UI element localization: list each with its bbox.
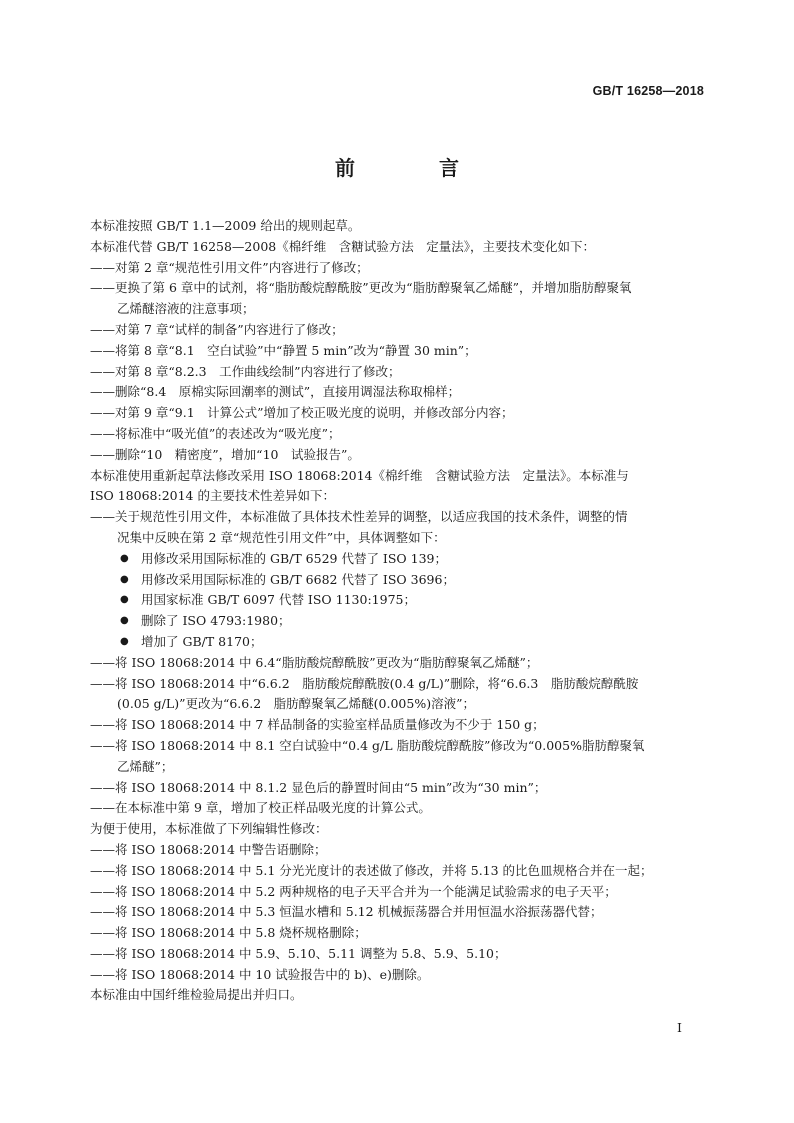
- bullet-icon: ●: [120, 594, 129, 606]
- editorial-item: ——将 ISO 18068:2014 中 5.9、5.10、5.11 调整为 5.8、5.9、5.10；: [90, 945, 507, 961]
- change-item: ——更换了第 6 章中的试剂，将“脂肪酸烷醇酰胺”更改为“脂肪醇聚氧乙烯醚”，并增加脂肪醇聚氧 乙烯醚溶液的注意事项；: [90, 280, 632, 317]
- bullet-icon: ●: [120, 635, 129, 647]
- closing-paragraph: 本标准由中国纤维检验局提出并归口。: [90, 987, 303, 1003]
- bullet-item: ● 删除了 ISO 4793:1980；: [90, 611, 705, 632]
- change-item: ——对第 9 章“9.1 计算公式”增加了校正吸光度的说明，并修改部分内容；: [90, 405, 514, 421]
- change-item: ——对第 2 章“规范性引用文件”内容进行了修改；: [90, 259, 369, 275]
- diff-item: ——将 ISO 18068:2014 中“6.6.2 脂肪酸烷醇酰胺(0.4 g/L)”删除，将“6.6.3 脂肪酸烷醇酰胺 (0.05 g/L)”更改为“6.6.2 脂肪醇聚氧乙烯醚(0.005%)溶液”；: [90, 675, 639, 712]
- change-item: ——对第 7 章“试样的制备”内容进行了修改；: [90, 321, 344, 337]
- diff-item: ——将 ISO 18068:2014 中 6.4“脂肪酸烷醇酰胺”更改为“脂肪醇聚氧乙烯醚”；: [90, 654, 539, 670]
- editorial-intro: 为便于使用，本标准做了下列编辑性修改：: [90, 821, 328, 837]
- diff-item: ——将 ISO 18068:2014 中 8.1.2 显色后的静置时间由“5 min”改为“30 min”；: [90, 779, 547, 795]
- change-item: ——删除“10 精密度”，增加“10 试验报告”。: [90, 446, 360, 462]
- change-item: ——删除“8.4 原棉实际回潮率的测试”，直接用调湿法称取棉样；: [90, 384, 461, 400]
- bullet-item: ● 增加了 GB/T 8170；: [90, 632, 705, 653]
- change-item: ——对第 8 章“8.2.3 工作曲线绘制”内容进行了修改；: [90, 363, 401, 379]
- bullet-item: ● 用修改采用国际标准的 GB/T 6682 代替了 ISO 3696；: [90, 570, 705, 591]
- change-item: ——将标准中“吸光值”的表述改为“吸光度”；: [90, 425, 341, 441]
- bullet-icon: ●: [120, 552, 129, 564]
- bullet-icon: ●: [120, 615, 129, 627]
- editorial-item: ——将 ISO 18068:2014 中 5.3 恒温水槽和 5.12 机械振荡器合并用恒温水浴振荡器代替；: [90, 904, 603, 920]
- foreword-body: [90, 216, 705, 1006]
- editorial-item: ——将 ISO 18068:2014 中 10 试验报告中的 b)、e)删除。: [90, 966, 430, 982]
- intro-paragraph: 本标准按照 GB/T 1.1—2009 给出的规则起草。: [90, 218, 361, 233]
- diff-item: ——将 ISO 18068:2014 中 8.1 空白试验中“0.4 g/L 脂肪酸烷醇酰胺”修改为“0.005%脂肪醇聚氧 乙烯醚”；: [90, 737, 645, 774]
- editorial-item: ——将 ISO 18068:2014 中警告语删除；: [90, 841, 327, 857]
- bullet-item: ● 用修改采用国际标准的 GB/T 6529 代替了 ISO 139；: [90, 549, 705, 570]
- page-number: I: [677, 1020, 682, 1035]
- diff-item: ——将 ISO 18068:2014 中 7 样品制备的实验室样品质量修改为不少于 150 g；: [90, 717, 545, 733]
- standard-code: GB/T 16258—2018: [592, 84, 704, 98]
- diff-item: ——关于规范性引用文件，本标准做了具体技术性差异的调整，以适应我国的技术条件，调整的情 况集中反映在第 2 章“规范性引用文件”中，具体调整如下：: [90, 509, 628, 545]
- change-item: ——将第 8 章“8.1 空白试验”中“静置 5 min”改为“静置 30 min”；: [90, 342, 477, 358]
- bullet-item: ● 用国家标准 GB/T 6097 代替 ISO 1130:1975；: [90, 590, 705, 611]
- editorial-item: ——将 ISO 18068:2014 中 5.8 烧杯规格删除；: [90, 925, 367, 941]
- iso-adoption-paragraph: 本标准使用重新起草法修改采用 ISO 18068:2014《棉纤维 含糖试验方法 定量法》。本标准与 ISO 18068:2014 的主要技术性差异如下：: [90, 467, 629, 504]
- editorial-item: ——将 ISO 18068:2014 中 5.2 两种规格的电子天平合并为一个能满足试验需求的电子天平；: [90, 883, 617, 899]
- page-title: 前 言: [335, 156, 491, 180]
- diff-item: ——在本标准中第 9 章，增加了校正样品吸光度的计算公式。: [90, 800, 431, 816]
- editorial-item: ——将 ISO 18068:2014 中 5.1 分光光度计的表述做了修改，并将 5.13 的比色皿规格合并在一起；: [90, 862, 653, 878]
- bullet-icon: ●: [120, 573, 129, 585]
- replacement-paragraph: 本标准代替 GB/T 16258—2008《棉纤维 含糖试验方法 定量法》，主要技术变化如下：: [90, 238, 595, 254]
